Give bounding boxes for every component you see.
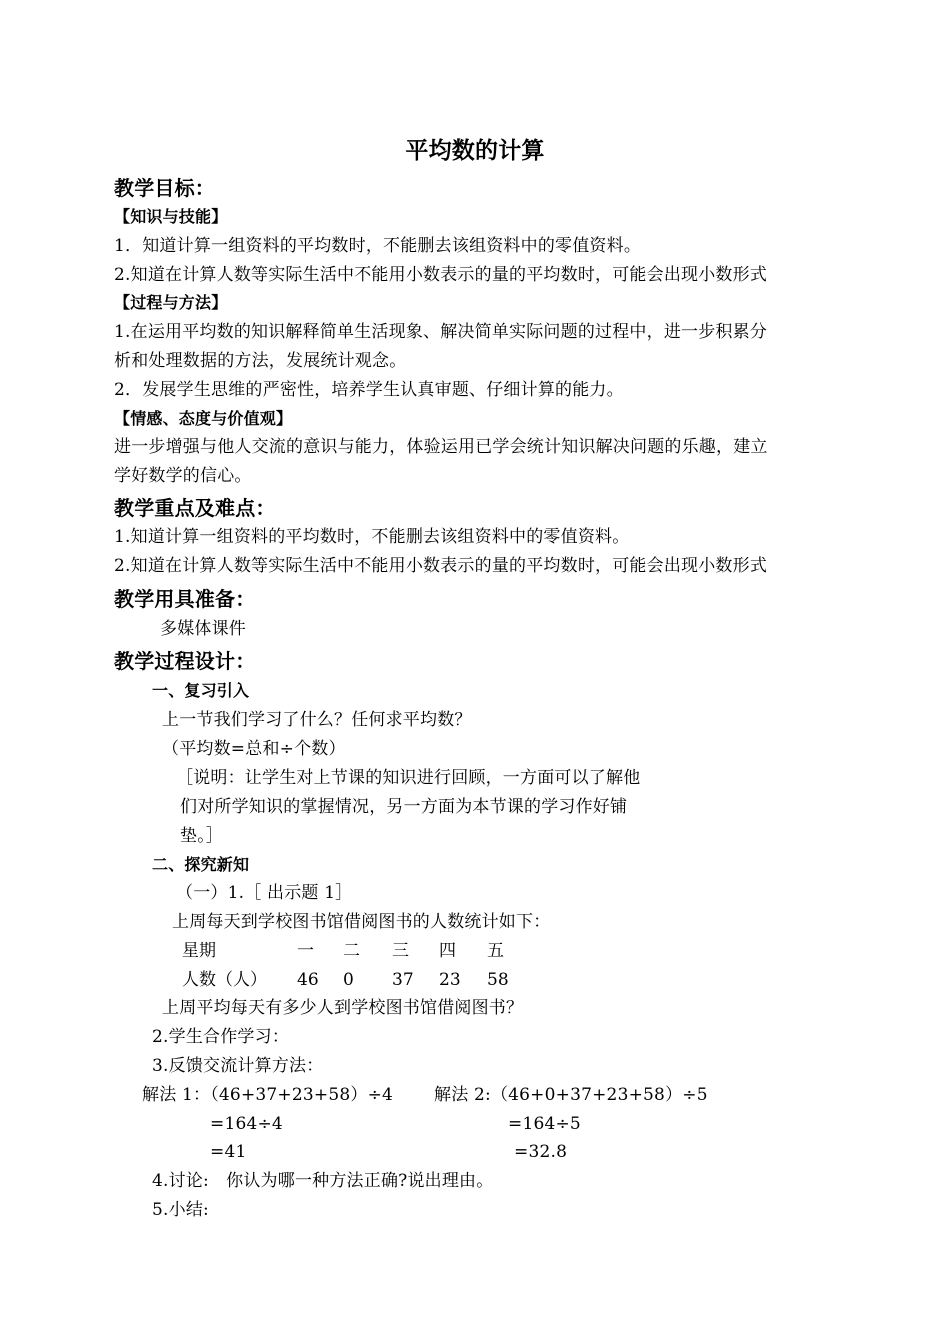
attitude-item-2: 学好数学的信心。 bbox=[114, 466, 252, 486]
key-points-heading: 教学重点及难点： bbox=[114, 496, 276, 520]
review-heading: 一、复习引入 bbox=[152, 681, 250, 700]
review-note-line-3: 垫。］ bbox=[180, 826, 224, 846]
table-count-5: 58 bbox=[487, 970, 509, 990]
review-note-line-2: 们对所学知识的掌握情况，另一方面为本节课的学习作好铺 bbox=[180, 797, 628, 817]
process-item-2: 2．发展学生思维的严密性，培养学生认真审题、仔细计算的能力。 bbox=[114, 380, 624, 400]
explore-step-3: 3.反馈交流计算方法： bbox=[152, 1056, 324, 1076]
review-question: 上一节我们学习了什么？任何求平均数？ bbox=[162, 710, 472, 730]
process-heading: 【过程与方法】 bbox=[114, 293, 228, 312]
attitude-heading: 【情感、态度与价值观】 bbox=[114, 409, 293, 428]
method-1-line-2: =164÷4 bbox=[210, 1114, 283, 1134]
table-day-3: 三 bbox=[392, 941, 409, 961]
table-count-3: 37 bbox=[392, 970, 414, 990]
method-1-line-3: =41 bbox=[210, 1142, 247, 1162]
knowledge-item-1: 1．知道计算一组资料的平均数时，不能删去该组资料中的零值资料。 bbox=[114, 236, 642, 256]
table-day-2: 二 bbox=[343, 941, 360, 961]
explore-intro: 上周每天到学校图书馆借阅图书的人数统计如下： bbox=[172, 912, 551, 932]
tools-heading: 教学用具准备： bbox=[114, 587, 256, 611]
review-formula: （平均数=总和÷个数） bbox=[162, 739, 346, 759]
knowledge-item-2: 2.知道在计算人数等实际生活中不能用小数表示的量的平均数时，可能会出现小数形式 bbox=[114, 265, 768, 285]
attitude-item-1: 进一步增强与他人交流的意识与能力，体验运用已学会统计知识解决问题的乐趣，建立 bbox=[114, 437, 768, 457]
objectives-heading: 教学目标： bbox=[114, 176, 215, 200]
knowledge-heading: 【知识与技能】 bbox=[114, 207, 228, 226]
explore-step-2: 2.学生合作学习： bbox=[152, 1027, 290, 1047]
explore-step-1: （一）1.［ 出示题 1］ bbox=[176, 883, 353, 903]
key-point-1: 1.知道计算一组资料的平均数时，不能删去该组资料中的零值资料。 bbox=[114, 527, 630, 547]
process-item-1: 1.在运用平均数的知识解释简单生活现象、解决简单实际问题的过程中，进一步积累分 bbox=[114, 322, 768, 342]
table-count-2: 0 bbox=[343, 970, 354, 990]
table-row-label-weekday: 星期 bbox=[182, 941, 216, 961]
explore-step-4: 4.讨论: 你认为哪一种方法正确?说出理由。 bbox=[152, 1171, 494, 1191]
page-title: 平均数的计算 bbox=[405, 138, 545, 164]
design-heading: 教学过程设计： bbox=[114, 649, 256, 673]
method-2-line-2: =164÷5 bbox=[508, 1114, 581, 1134]
tools-text: 多媒体课件 bbox=[160, 619, 246, 639]
process-item-1-cont: 析和处理数据的方法，发展统计观念。 bbox=[114, 351, 407, 371]
method-2-line-3: =32.8 bbox=[514, 1142, 568, 1162]
explore-question: 上周平均每天有多少人到学校图书馆借阅图书？ bbox=[162, 998, 524, 1018]
table-day-5: 五 bbox=[487, 941, 504, 961]
table-count-4: 23 bbox=[439, 970, 461, 990]
key-point-2: 2.知道在计算人数等实际生活中不能用小数表示的量的平均数时，可能会出现小数形式 bbox=[114, 556, 768, 576]
explore-heading: 二、探究新知 bbox=[152, 855, 250, 874]
review-note-line-1: ［说明：让学生对上节课的知识进行回顾，一方面可以了解他 bbox=[176, 768, 641, 788]
table-count-1: 46 bbox=[297, 970, 319, 990]
method-2-line-1: 解法 2:（46+0+37+23+58）÷5 bbox=[434, 1085, 708, 1105]
table-row-label-count: 人数（人） bbox=[182, 970, 267, 990]
explore-step-5: 5.小结: bbox=[152, 1200, 209, 1220]
method-1-line-1: 解法 1：（46+37+23+58）÷4 bbox=[142, 1085, 394, 1105]
table-day-4: 四 bbox=[439, 941, 456, 961]
table-day-1: 一 bbox=[297, 941, 314, 961]
